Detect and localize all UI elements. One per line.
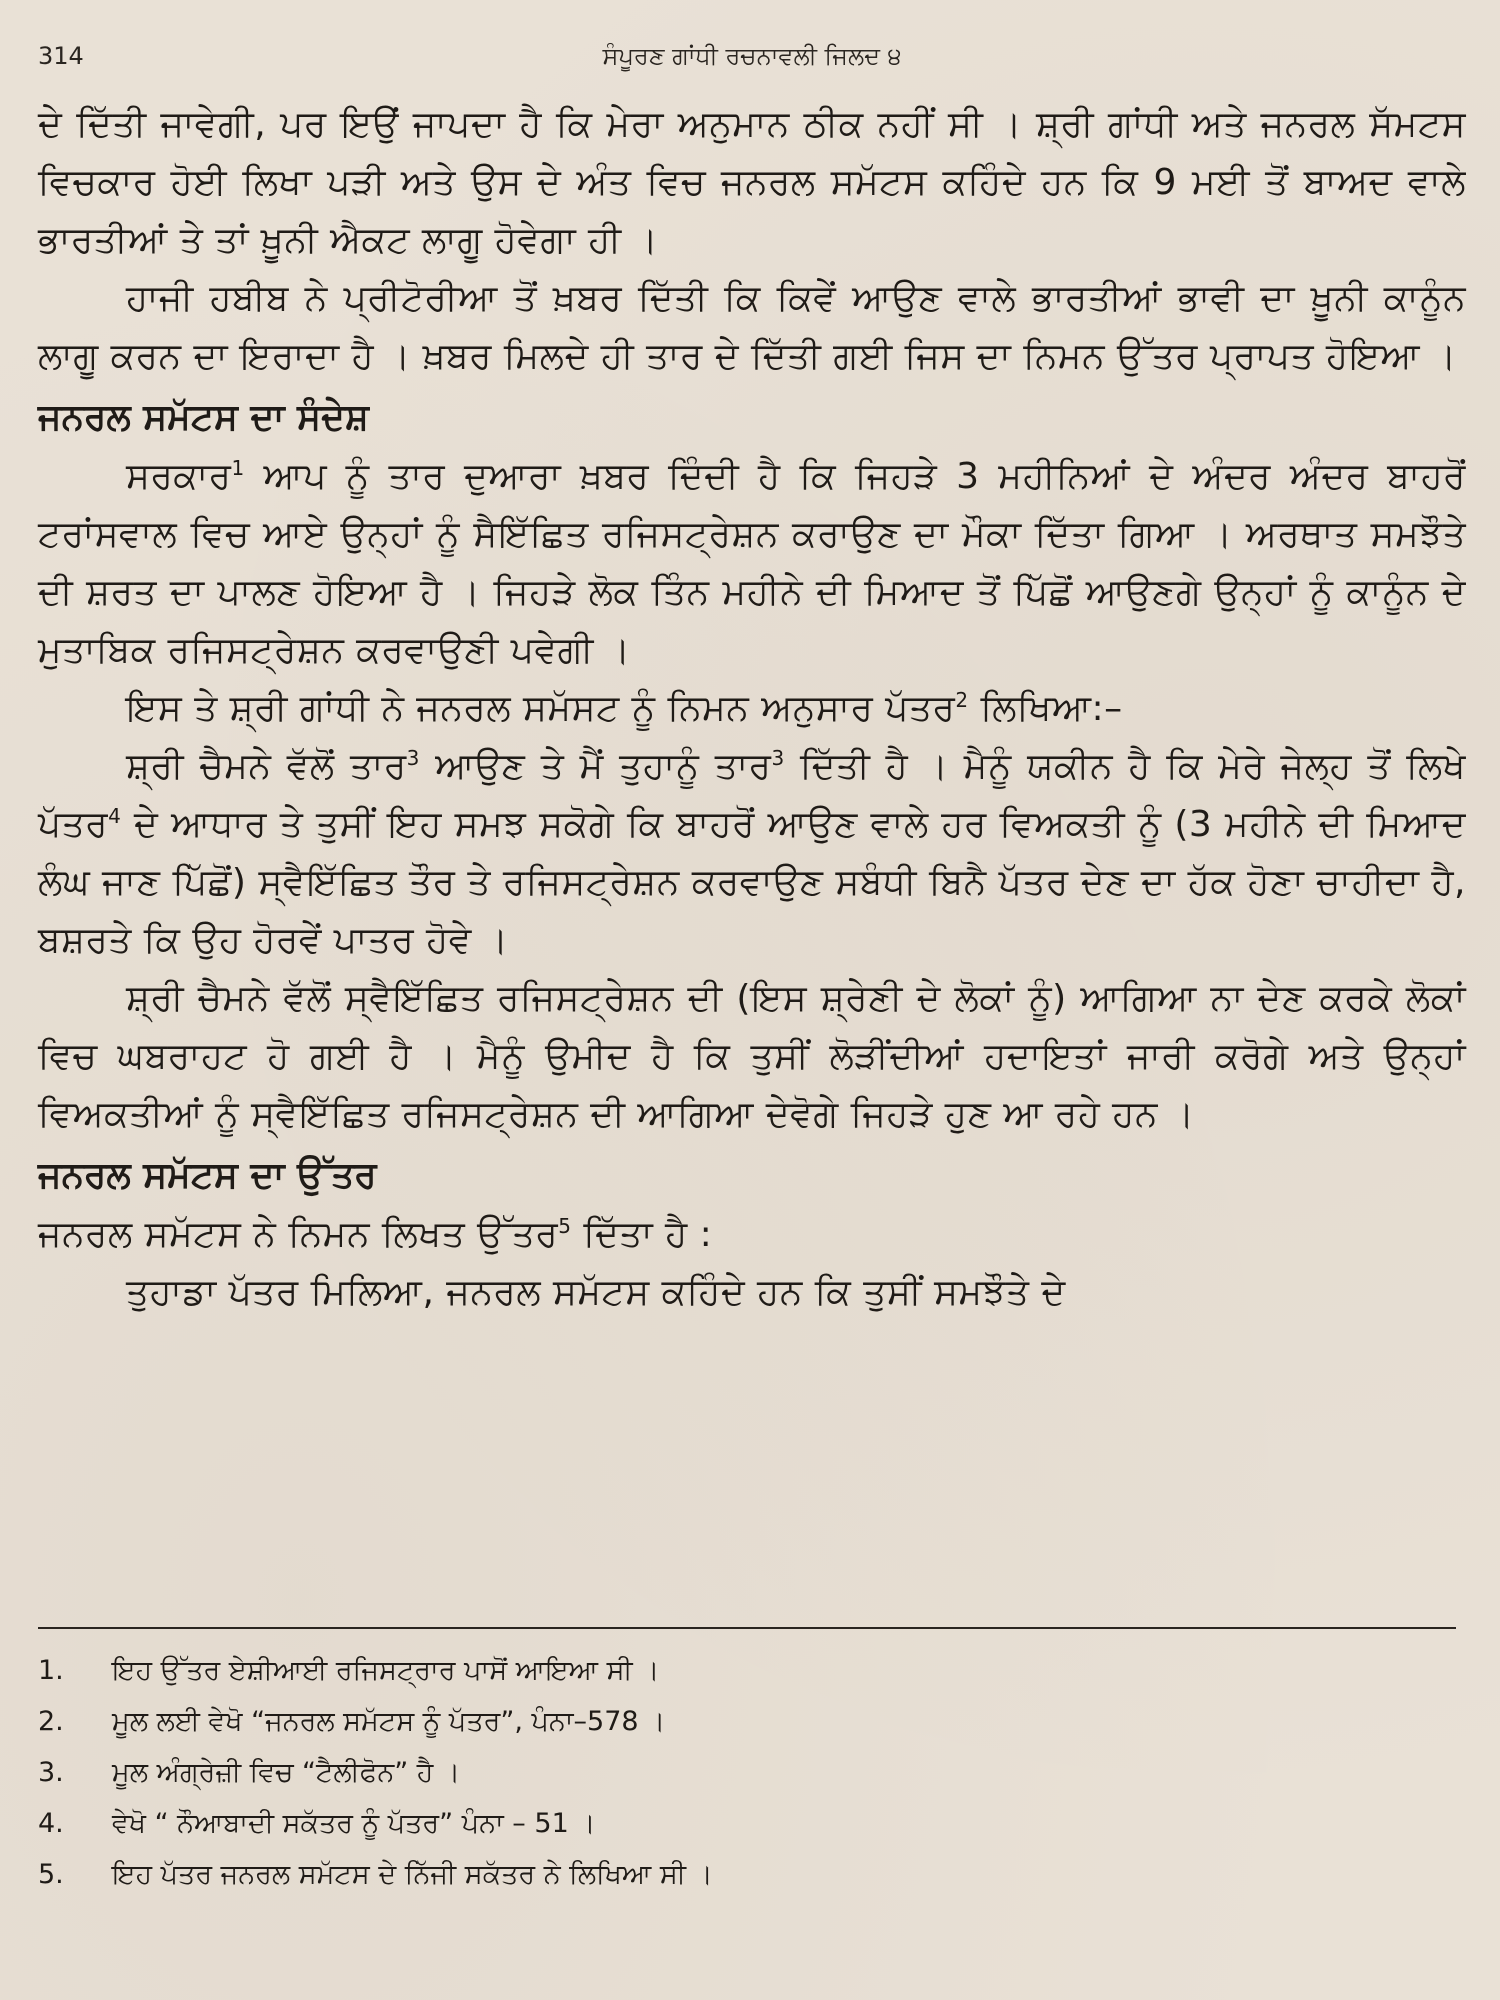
footnote-text: ਇਹ ਉੱਤਰ ਏਸ਼ੀਆਈ ਰਜਿਸਟ੍ਰਾਰ ਪਾਸੋਂ ਆਇਆ ਸੀ । [112, 1655, 660, 1686]
paragraph-2: ਹਾਜੀ ਹਬੀਬ ਨੇ ਪ੍ਰੀਟੋਰੀਆ ਤੋਂ ਖ਼ਬਰ ਦਿੱਤੀ ਕਿ ਕਿਵੇਂ ਆਉਣ ਵਾਲੇ ਭਾਰਤੀਆਂ ਭਾਵੀ ਦਾ ਖ਼ੂਨੀ ਕਾਨੂੰਨ ਲਾਗੂ ਕਰਨ ਦਾ ਇਰਾਦਾ ਹੈ । ਖ਼ਬਰ ਮਿਲਦੇ ਹੀ ਤਾਰ ਦੇ ਦਿੱਤੀ ਗਈ ਜਿਸ ਦਾ ਨਿਮਨ ਉੱਤਰ ਪ੍ਰਾਪਤ ਹੋਇਆ । [38, 278, 1466, 377]
footnote-number: 3. [38, 1757, 64, 1788]
footnote-item [38, 1645, 1456, 1696]
footnote-text: ਇਹ ਪੱਤਰ ਜਨਰਲ ਸਮੱਟਸ ਦੇ ਨਿੱਜੀ ਸਕੱਤਰ ਨੇ ਲਿਖਿਆ ਸੀ । [112, 1859, 713, 1890]
paragraph-7-text-a: ਜਨਰਲ ਸਮੱਟਸ ਨੇ ਨਿਮਨ ਲਿਖਤ ਉੱਤਰ [38, 1214, 559, 1255]
paragraph-4 [38, 680, 1466, 738]
footnote-marker-2: 2 [955, 688, 969, 712]
paragraph-5 [38, 738, 1466, 970]
footnote-marker-3b: 3 [771, 746, 785, 770]
footnote-divider [38, 1627, 1456, 1629]
running-head [38, 42, 1466, 90]
footnote-number: 5. [38, 1859, 64, 1890]
footnote-marker-1: 1 [231, 456, 245, 480]
paragraph-5-text-a: ਸ਼੍ਰੀ ਚੈਮਨੇ ਵੱਲੋਂ ਤਾਰ [126, 746, 407, 787]
footnote-text: ਮੂਲ ਅੰਗ੍ਰੇਜ਼ੀ ਵਿਚ “ਟੈਲੀਫੋਨ” ਹੈ । [112, 1757, 461, 1788]
paragraph-8: ਤੁਹਾਡਾ ਪੱਤਰ ਮਿਲਿਆ, ਜਨਰਲ ਸਮੱਟਸ ਕਹਿੰਦੇ ਹਨ ਕਿ ਤੁਸੀਂ ਸਮਝੌਤੇ ਦੇ [126, 1272, 1066, 1313]
paragraph-3-text-b: ਆਪ ਨੂੰ ਤਾਰ ਦੁਆਰਾ ਖ਼ਬਰ ਦਿੰਦੀ ਹੈ ਕਿ ਜਿਹੜੇ 3 ਮਹੀਨਿਆਂ ਦੇ ਅੰਦਰ ਅੰਦਰ ਬਾਹਰੋਂ ਟਰਾਂਸਵਾਲ ਵਿਚ ਆਏ ਉਨ੍ਹਾਂ ਨੂੰ ਸੈਇੱਛਿਤ ਰਜਿਸਟ੍ਰੇਸ਼ਨ ਕਰਾਉਣ ਦਾ ਮੌਕਾ ਦਿੱਤਾ ਗਿਆ । ਅਰਥਾਤ ਸਮਝੌਤੇ ਦੀ ਸ਼ਰਤ ਦਾ ਪਾਲਣ ਹੋਇਆ ਹੈ । ਜਿਹੜੇ ਲੋਕ ਤਿੰਨ ਮਹੀਨੇ ਦੀ ਮਿਆਦ ਤੋਂ ਪਿੱਛੋਂ ਆਉਣਗੇ ਉਨ੍ਹਾਂ ਨੂੰ ਕਾਨੂੰਨ ਦੇ ਮੁਤਾਬਿਕ ਰਜਿਸਟ੍ਰੇਸ਼ਨ ਕਰਵਾਉਣੀ ਪਵੇਗੀ । [38, 456, 1466, 671]
footnote-number: 1. [38, 1655, 64, 1686]
paragraph-5-text-c: ਦਿੱਤੀ ਹੈ । ਮੈਨੂੰ ਯਕੀਨ ਹੈ ਕਿ ਮੇਰੇ ਜੇਲ੍ਹ ਤੋਂ ਲਿਖੇ ਪੱਤਰ [38, 746, 1466, 845]
footnote-item [38, 1747, 1456, 1798]
footnote-item [38, 1696, 1456, 1747]
footnote-text: ਮੂਲ ਲਈ ਵੇਖੋ “ਜਨਰਲ ਸਮੱਟਸ ਨੂੰ ਪੱਤਰ”, ਪੰਨਾ–578 । [112, 1706, 666, 1737]
paragraph-1: ਦੇ ਦਿੱਤੀ ਜਾਵੇਗੀ, ਪਰ ਇਉਂ ਜਾਪਦਾ ਹੈ ਕਿ ਮੇਰਾ ਅਨੁਮਾਨ ਠੀਕ ਨਹੀਂ ਸੀ । ਸ਼੍ਰੀ ਗਾਂਧੀ ਅਤੇ ਜਨਰਲ ਸੱਮਟਸ ਵਿਚਕਾਰ ਹੋਈ ਲਿਖਾ ਪੜੀ ਅਤੇ ਉਸ ਦੇ ਅੰਤ ਵਿਚ ਜਨਰਲ ਸਮੱਟਸ ਕਹਿੰਦੇ ਹਨ ਕਿ 9 ਮਈ ਤੋਂ ਬਾਅਦ ਵਾਲੇ ਭਾਰਤੀਆਂ ਤੇ ਤਾਂ ਖ਼ੂਨੀ ਐਕਟ ਲਾਗੂ ਹੋਵੇਗਾ ਹੀ । [38, 104, 1466, 261]
paragraph-3-text-a: ਸਰਕਾਰ [126, 456, 232, 497]
footnote-marker-3a: 3 [406, 746, 420, 770]
footnote-number: 2. [38, 1706, 64, 1737]
paragraph-6: ਸ਼੍ਰੀ ਚੈਮਨੇ ਵੱਲੋਂ ਸ੍ਵੈਇੱਛਿਤ ਰਜਿਸਟ੍ਰੇਸ਼ਨ ਦੀ (ਇਸ ਸ਼੍ਰੇਣੀ ਦੇ ਲੋਕਾਂ ਨੂੰ) ਆਗਿਆ ਨਾ ਦੇਣ ਕਰਕੇ ਲੋਕਾਂ ਵਿਚ ਘਬਰਾਹਟ ਹੋ ਗਈ ਹੈ । ਮੈਨੂੰ ਉਮੀਦ ਹੈ ਕਿ ਤੁਸੀਂ ਲੋੜੀਂਦੀਆਂ ਹਦਾਇਤਾਂ ਜਾਰੀ ਕਰੋਗੇ ਅਤੇ ਉਨ੍ਹਾਂ ਵਿਅਕਤੀਆਂ ਨੂੰ ਸ੍ਵੈਇੱਛਿਤ ਰਜਿਸਟ੍ਰੇਸ਼ਨ ਦੀ ਆਗਿਆ ਦੇਵੋਗੇ ਜਿਹੜੇ ਹੁਣ ਆ ਰਹੇ ਹਨ । [38, 978, 1466, 1135]
footnote-item [38, 1849, 1456, 1900]
section-heading-message: ਜਨਰਲ ਸਮੱਟਸ ਦਾ ਸੰਦੇਸ਼ [38, 397, 369, 438]
section-heading-reply: ਜਨਰਲ ਸਮੱਟਸ ਦਾ ਉੱਤਰ [38, 1155, 377, 1196]
paragraph-5-text-b: ਆਉਣ ਤੇ ਮੈਂ ਤੁਹਾਨੂੰ ਤਾਰ [419, 746, 772, 787]
paragraph-4-text-b: ਲਿਖਿਆ:– [968, 688, 1123, 729]
paragraph-5-text-d: ਦੇ ਆਧਾਰ ਤੇ ਤੁਸੀਂ ਇਹ ਸਮਝ ਸਕੋਗੇ ਕਿ ਬਾਹਰੋਂ ਆਉਣ ਵਾਲੇ ਹਰ ਵਿਅਕਤੀ ਨੂੰ (3 ਮਹੀਨੇ ਦੀ ਮਿਆਦ ਲੰਘ ਜਾਣ ਪਿੱਛੋਂ) ਸ੍ਵੈਇੱਛਿਤ ਤੌਰ ਤੇ ਰਜਿਸਟ੍ਰੇਸ਼ਨ ਕਰਵਾਉਣ ਸਬੰਧੀ ਬਿਨੈ ਪੱਤਰ ਦੇਣ ਦਾ ਹੱਕ ਹੋਣਾ ਚਾਹੀਦਾ ਹੈ, ਬਸ਼ਰਤੇ ਕਿ ਉਹ ਹੋਰਵੇਂ ਪਾਤਰ ਹੋਵੇ । [38, 804, 1466, 961]
paragraph-7 [38, 1206, 1466, 1264]
footnotes [38, 1645, 1456, 1900]
footnote-number: 4. [38, 1808, 64, 1839]
paragraph-7-text-b: ਦਿੱਤਾ ਹੈ : [571, 1214, 713, 1255]
body-text [38, 96, 1466, 1322]
paragraph-4-text-a: ਇਸ ਤੇ ਸ਼੍ਰੀ ਗਾਂਧੀ ਨੇ ਜਨਰਲ ਸਮੱਸਟ ਨੂੰ ਨਿਮਨ ਅਨੁਸਾਰ ਪੱਤਰ [126, 688, 956, 729]
footnote-text: ਵੇਖੋ “ ਨੌਆਬਾਦੀ ਸਕੱਤਰ ਨੂੰ ਪੱਤਰ” ਪੰਨਾ – 51 । [112, 1808, 596, 1839]
footnote-item [38, 1798, 1456, 1849]
page-number: 314 [38, 42, 84, 70]
footnote-marker-4: 4 [108, 804, 122, 828]
paragraph-3 [38, 448, 1466, 680]
footnote-marker-5: 5 [558, 1214, 572, 1238]
running-title: ਸੰਪੂਰਣ ਗਾਂਧੀ ਰਚਨਾਵਲੀ ਜਿਲਦ ੪ [602, 42, 902, 70]
